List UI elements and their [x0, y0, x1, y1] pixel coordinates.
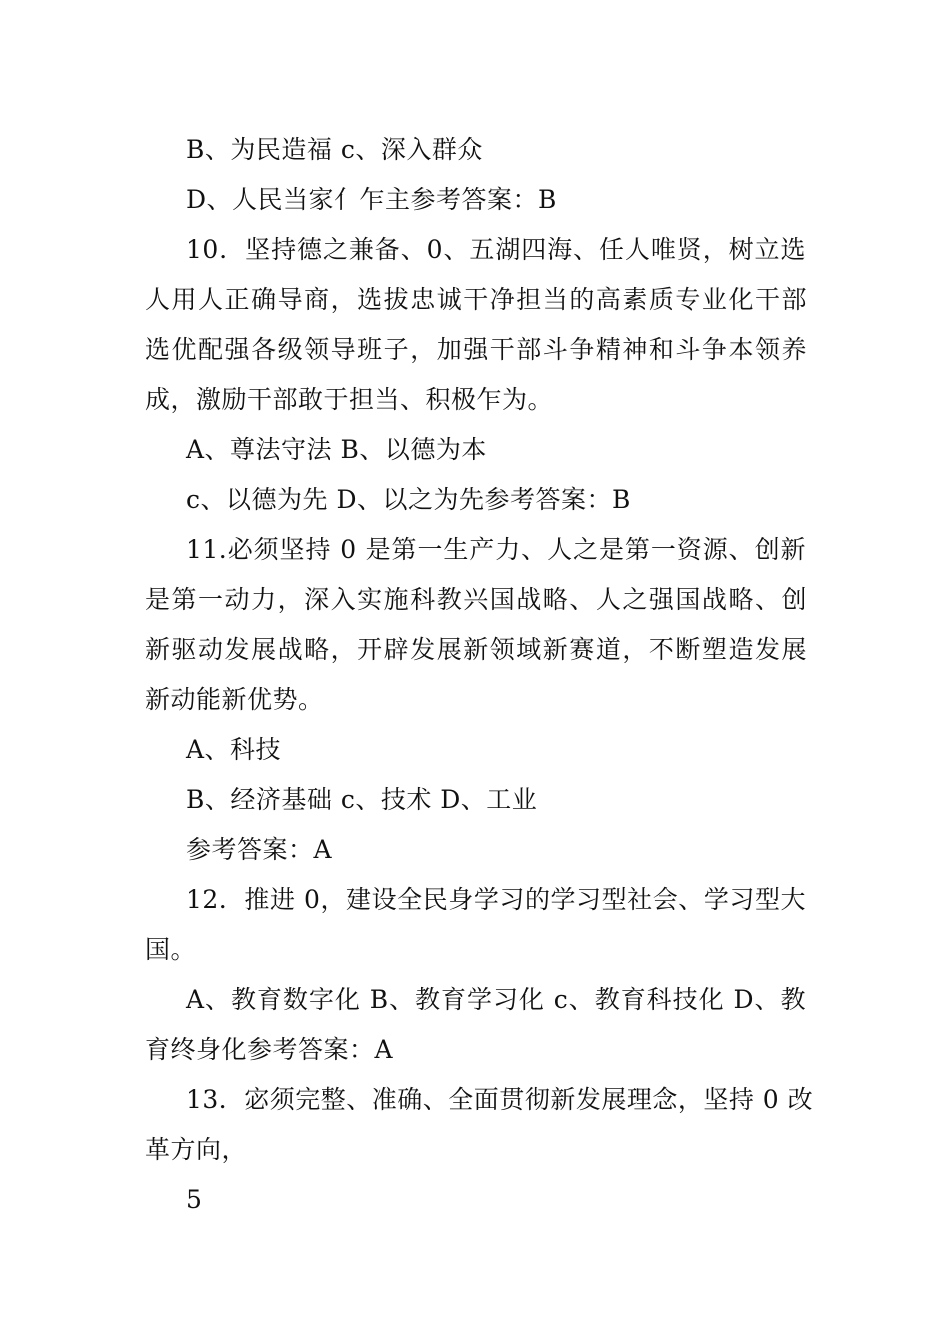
answer-line-q12: 育终身化参考答案：A	[145, 1035, 394, 1064]
question-13-line-2: 革方向，	[145, 1135, 248, 1164]
option-line-b-c-d-q11: B、经济基础 c、技术 D、工业	[186, 785, 538, 814]
question-11-line-3: 新驱动发展战略，开辟发展新领域新赛道，不断塑造发展	[145, 635, 807, 664]
option-line-b-c-q9: B、为民造福 c、深入群众	[186, 135, 483, 164]
question-11-line-2: 是第一动力，深入实施科教兴国战略、人之强国战略、创	[145, 585, 807, 614]
option-line-a-b-q10: A、尊法守法 B、以德为本	[186, 435, 487, 464]
option-line-d-answer-q9: D、人民当家亻乍主参考答案：B	[186, 185, 557, 214]
question-12-line-1: 12．推进 0，建设全民身学习的学习型社会、学习型大	[186, 885, 806, 914]
option-line-a-q11: A、科技	[186, 735, 282, 764]
question-13-line-1: 13．宓须完整、准确、全面贯彻新发展理念，坚持 0 改	[186, 1085, 814, 1114]
option-line-c-d-answer-q10: c、以德为先 D、以之为先参考答案：B	[186, 485, 631, 514]
question-10-line-4: 成，激励干部敢于担当、积极乍为。	[145, 385, 554, 414]
question-10-line-3: 选优配强各级领导班子，加强干部斗争精神和斗争本领养	[145, 335, 807, 364]
question-10-line-1: 10．坚持德之兼备、0、五湖四海、任人唯贤，树立选	[186, 235, 806, 264]
option-line-abcd-q12: A、教育数字化 B、教育学习化 c、教育科技化 D、教	[186, 985, 806, 1014]
question-12-line-2: 国。	[145, 935, 197, 964]
answer-line-q11: 参考答案：A	[186, 835, 333, 864]
question-11-line-4: 新动能新优势。	[145, 685, 324, 714]
page-number: 5	[186, 1185, 203, 1214]
question-11-line-1: 11.必须坚持 0 是第一生产力、人之是第一资源、创新	[186, 535, 806, 564]
question-10-line-2: 人用人正确导商，选拔忠诚干净担当的高素质专业化干部	[145, 285, 807, 314]
